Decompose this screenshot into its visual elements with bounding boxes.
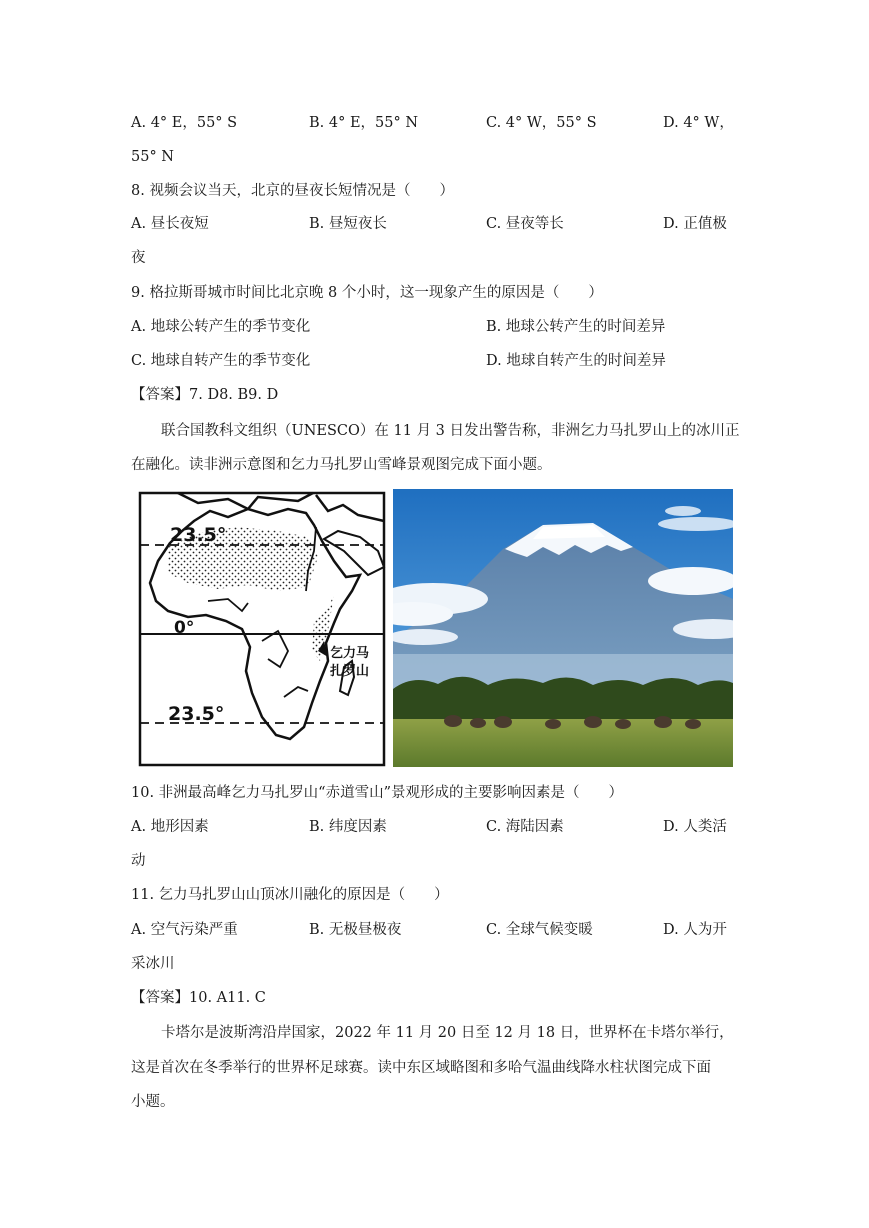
label-kilimanjaro-2: 扎罗山 <box>330 664 370 679</box>
intro-paragraph-2-line-2: 这是首次在冬季举行的世界杯足球赛。读中东区域略图和多哈气温曲线降水柱状图完成下面 <box>131 1060 711 1076</box>
answer-10-11: 【答案】10. A11. C <box>131 990 266 1006</box>
q8-option-b: B. 昼短夜长 <box>309 216 387 232</box>
q9-option-d: D. 地球自转产生的时间差异 <box>486 353 666 369</box>
q7-option-a: A. 4° E，55° S <box>131 115 238 131</box>
label-north-tropic: 23.5° <box>170 524 227 546</box>
q11-option-d: D. 人为开 <box>663 922 727 938</box>
kilimanjaro-photo <box>393 489 733 767</box>
q7-option-d: D. 4° W， <box>663 115 734 131</box>
q9-option-c: C. 地球自转产生的季节变化 <box>131 353 311 369</box>
q11-option-c: C. 全球气候变暖 <box>486 922 593 938</box>
q9-option-b: B. 地球公转产生的时间差异 <box>486 319 666 335</box>
q10-option-c: C. 海陆因素 <box>486 819 564 835</box>
q11-option-a: A. 空气污染严重 <box>131 922 238 938</box>
q11-option-b: B. 无极昼极夜 <box>309 922 402 938</box>
kilimanjaro-photo-svg <box>393 489 733 767</box>
q10-option-d-wrap: 动 <box>131 853 146 869</box>
label-equator: 0° <box>174 618 195 638</box>
q8-stem: 8. 视频会议当天，北京的昼夜长短情况是（ ） <box>131 183 454 199</box>
q8-option-a: A. 昼长夜短 <box>131 216 209 232</box>
africa-map-svg <box>138 491 386 767</box>
label-kilimanjaro-1: 乞力马 <box>330 646 370 661</box>
q9-option-a: A. 地球公转产生的季节变化 <box>131 319 311 335</box>
q10-stem: 10. 非洲最高峰乞力马扎罗山“赤道雪山”景观形成的主要影响因素是（ ） <box>131 785 623 801</box>
q7-option-d-wrap: 55° N <box>131 149 174 165</box>
q10-option-d: D. 人类活 <box>663 819 727 835</box>
africa-map <box>138 491 386 767</box>
intro-paragraph-2-line-3: 小题。 <box>131 1094 175 1110</box>
intro-paragraph-2-line-1: 卡塔尔是波斯湾沿岸国家，2022 年 11 月 20 日至 12 月 18 日，世界杯在卡塔尔举行， <box>161 1025 734 1041</box>
q8-option-d: D. 正值极 <box>663 216 727 232</box>
answer-7-9: 【答案】7. D8. B9. D <box>131 387 279 403</box>
q9-stem: 9. 格拉斯哥城市时间比北京晚 8 个小时，这一现象产生的原因是（ ） <box>131 285 603 301</box>
q8-option-d-wrap: 夜 <box>131 250 146 266</box>
q7-option-b: B. 4° E，55° N <box>309 115 419 131</box>
q11-option-d-wrap: 采冰川 <box>131 956 175 972</box>
intro-paragraph-1-line-2: 在融化。读非洲示意图和乞力马扎罗山雪峰景观图完成下面小题。 <box>131 457 552 473</box>
label-south-tropic: 23.5° <box>168 703 225 725</box>
q10-option-a: A. 地形因素 <box>131 819 209 835</box>
q8-option-c: C. 昼夜等长 <box>486 216 564 232</box>
q7-option-c: C. 4° W，55° S <box>486 115 597 131</box>
intro-paragraph-1-line-1: 联合国教科文组织（UNESCO）在 11 月 3 日发出警告称，非洲乞力马扎罗山上的冰川正 <box>161 423 740 439</box>
q11-stem: 11. 乞力马扎罗山山顶冰川融化的原因是（ ） <box>131 887 449 903</box>
q10-option-b: B. 纬度因素 <box>309 819 387 835</box>
